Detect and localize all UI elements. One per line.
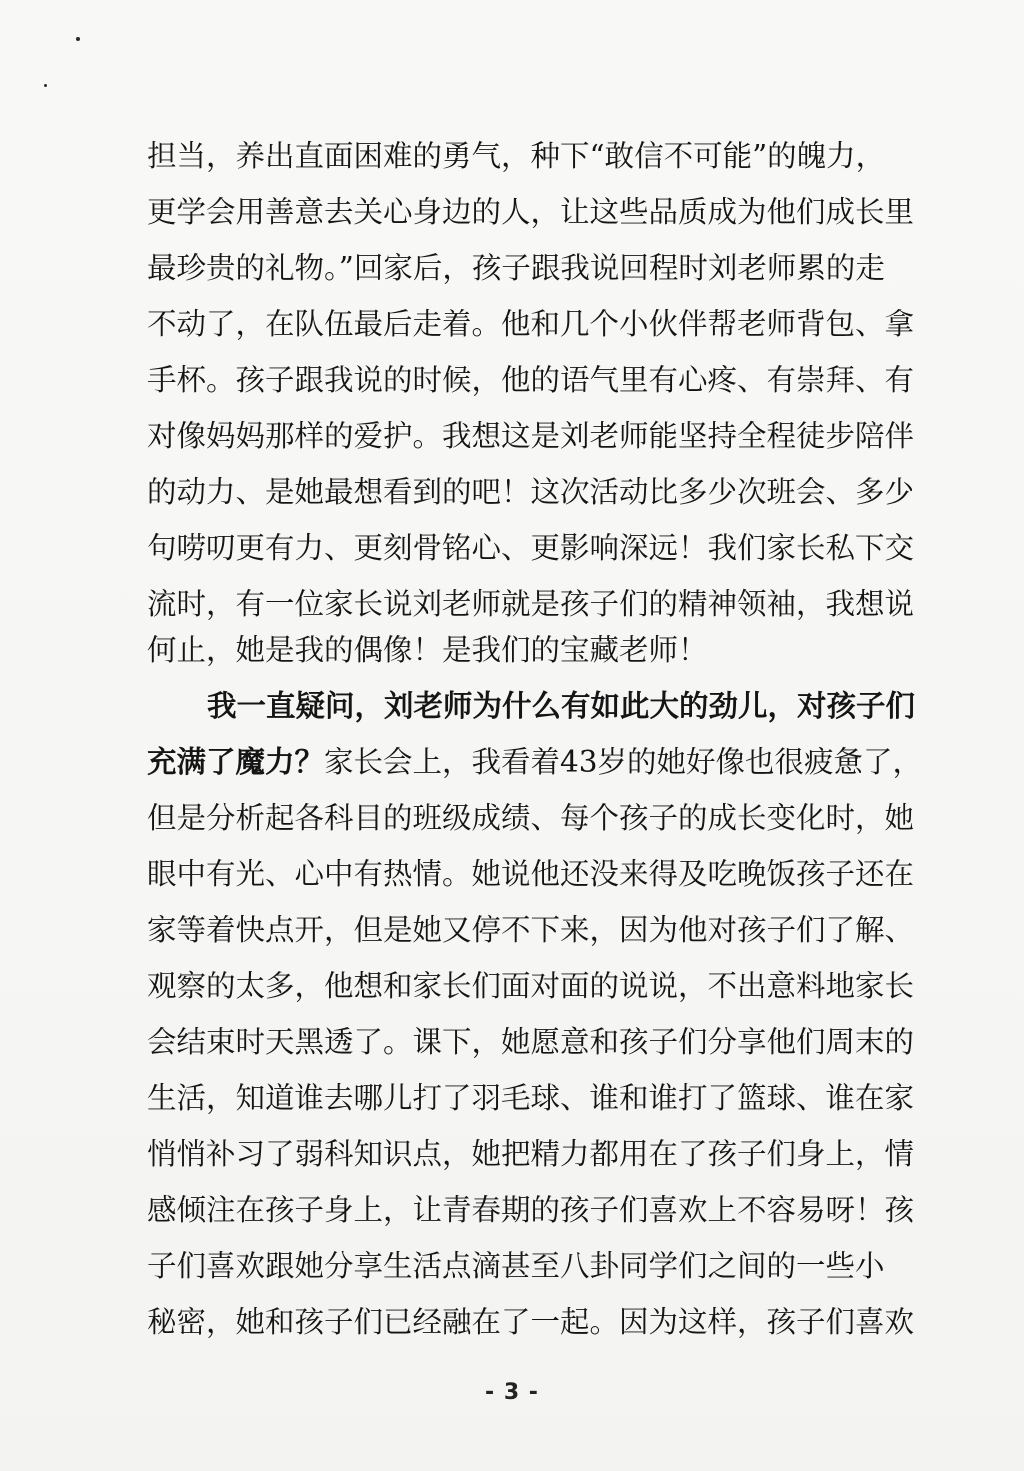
text-line: 秘密，她和孩子们已经融在了一起。因为这样，孩子们喜欢 bbox=[147, 1305, 915, 1339]
text-line: 手杯。孩子跟我说的时候，他的语气里有心疼、有崇拜、有 bbox=[147, 363, 915, 397]
bold-heading-continuation: 充满了魔力？ bbox=[147, 744, 325, 779]
text-line: 的动力、是她最想看到的吧！这次活动比多少次班会、多少 bbox=[147, 475, 915, 509]
text-line: 观察的太多，他想和家长们面对面的说说，不出意料地家长 bbox=[147, 969, 915, 1003]
text-line: 对像妈妈那样的爱护。我想这是刘老师能坚持全程徒步陪伴 bbox=[147, 419, 915, 453]
text-line: 家等着快点开，但是她又停不下来，因为他对孩子们了解、 bbox=[147, 913, 915, 947]
text-line: 生活，知道谁去哪儿打了羽毛球、谁和谁打了篮球、谁在家 bbox=[147, 1081, 915, 1115]
text-line: 但是分析起各科目的班级成绩、每个孩子的成长变化时，她 bbox=[147, 801, 915, 835]
bold-heading-line: 我一直疑问，刘老师为什么有如此大的劲儿，对孩子们 bbox=[207, 688, 916, 723]
text-line: 子们喜欢跟她分享生活点滴甚至八卦同学们之间的一些小 bbox=[147, 1249, 885, 1283]
text-line: 悄悄补习了弱科知识点，她把精力都用在了孩子们身上，情 bbox=[147, 1137, 915, 1171]
text-line: 不动了，在队伍最后走着。他和几个小伙伴帮老师背包、拿 bbox=[147, 307, 915, 341]
text-line: 感倾注在孩子身上，让青春期的孩子们喜欢上不容易呀！孩 bbox=[147, 1193, 915, 1227]
text-line: 更学会用善意去关心身边的人，让这些品质成为他们成长里 bbox=[147, 195, 915, 229]
text-line: 句唠叨更有力、更刻骨铭心、更影响深远！我们家长私下交 bbox=[147, 531, 915, 565]
text-line: 何止，她是我的偶像！是我们的宝藏老师！ bbox=[147, 633, 708, 667]
text-line: 担当，养出直面困难的勇气，种下“敢信不可能”的魄力， bbox=[147, 139, 886, 173]
text-line: 会结束时天黑透了。课下，她愿意和孩子们分享他们周末的 bbox=[147, 1025, 915, 1059]
text-line: 流时，有一位家长说刘老师就是孩子们的精神领袖，我想说 bbox=[147, 587, 915, 621]
page-number: - 3 - bbox=[485, 1380, 539, 1405]
scan-speck bbox=[44, 84, 47, 87]
text-line-mixed bbox=[147, 742, 923, 782]
text-line: 眼中有光、心中有热情。她说他还没来得及吃晚饭孩子还在 bbox=[147, 857, 915, 891]
text-line: 最珍贵的礼物。”回家后，孩子跟我说回程时刘老师累的走 bbox=[147, 251, 885, 285]
scan-speck bbox=[76, 37, 80, 41]
text-span: 家长会上，我看着43岁的她好像也很疲惫了， bbox=[324, 745, 923, 779]
